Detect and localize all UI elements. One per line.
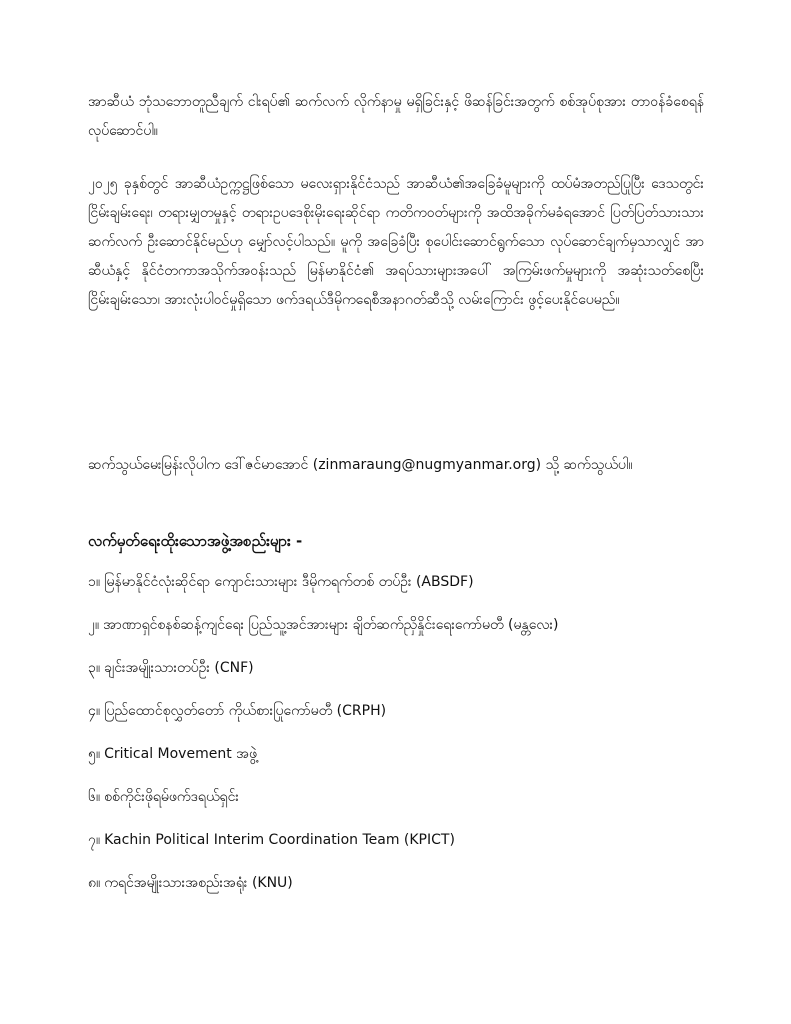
list-item [88, 611, 728, 654]
organization-name: ပြည်ထောင်စုလွှတ်တော် ကိုယ်စားပြုကော်မတီ (CRPH) [104, 703, 387, 719]
organization-name: Critical Movement အဖွဲ့ [104, 746, 257, 762]
organization-name: ချင်းအမျိုးသားတပ်ဦး (CNF) [104, 660, 254, 676]
statement-paragraph: ၂၀၂၅ ခုနှစ်တွင် အာဆီယံဥက္ကဋ္ဌဖြစ်သော မလေးရှားနိုင်ငံသည် အာဆီယံ၏အခြေခံမူများကို ထပ်မံအတည်ပြုပြီး ဒေသတွင်း ငြိမ်းချမ်းရေး၊ တရားမျှတမှုနှင့် တရားဥပဒေစိုးမိုးရေးဆိုင်ရာ ကတိကဝတ်များကို အထိအခိုက်မခံရအောင် ပြတ်ပြတ်သားသား ဆက်လက် ဦးဆောင်နိုင်မည်ဟု မျှော်လင့်ပါသည်။ မူကို အခြေခံပြီး စုပေါင်းဆောင်ရွက်သော လုပ်ဆောင်ချက်မှသာလျှင် အာဆီယံနှင့် နိုင်ငံတကာအသိုက်အဝန်းသည် မြန်မာနိုင်ငံ၏ အရပ်သားများအပေါ် အကြမ်းဖက်မှုများကို အဆုံးသတ်စေပြီး ငြိမ်းချမ်းသော၊ အားလုံးပါဝင်မှုရှိသော ဖက်ဒရယ်ဒီမိုကရေစီအနာဂတ်ဆီသို့ လမ်းကြောင်း ဖွင့်ပေးနိုင်ပေမည်။ [88, 176, 704, 308]
list-number: ၆။ [88, 789, 101, 805]
list-item [88, 697, 728, 740]
list-item [88, 826, 728, 869]
list-number: ၄။ [88, 703, 101, 719]
organization-name: ကရင်အမျိုးသားအစည်းအရုံး (KNU) [104, 875, 293, 891]
list-item [88, 654, 728, 697]
list-item [88, 568, 728, 611]
list-number: ၂။ [88, 617, 100, 633]
organization-name: မြန်မာနိုင်ငံလုံးဆိုင်ရာ ကျောင်းသားများ ဒီမိုကရက်တစ် တပ်ဦး (ABSDF) [104, 574, 474, 590]
organization-name: စစ်ကိုင်းဖိုရမ်ဖက်ဒရယ်ရှင်း [104, 789, 239, 805]
signatories-list [88, 568, 728, 912]
list-number: ၅။ [88, 746, 101, 762]
organization-name: အာဏာရှင်စနစ်ဆန့်ကျင်ရေး ပြည်သူ့အင်အားများ ချိတ်ဆက်ညှိနှိုင်းရေးကော်မတီ (မန္တလေး) [103, 617, 559, 633]
contact-line: ဆက်သွယ်မေးမြန်းလိုပါက ဒေါ်ဇင်မာအောင် (zinmaraung@nugmyanmar.org) သို့ ဆက်သွယ်ပါ။ [88, 457, 633, 473]
list-number: ၇။ [88, 832, 101, 848]
statement-paragraph: အာဆီယံ ဘုံသဘောတူညီချက် ငါးရပ်၏ ဆက်လက် လိုက်နာမှု မရှိခြင်းနှင့် ဖိဆန်ခြင်းအတွက် စစ်အုပ်စုအား တာဝန်ခံစေရန် လုပ်ဆောင်ပါ။ [88, 94, 704, 139]
signatories-heading: လက်မှတ်ရေးထိုးသောအဖွဲ့အစည်းများ - [88, 532, 303, 550]
list-item [88, 740, 728, 783]
list-number: ၈။ [88, 875, 101, 891]
list-number: ၁။ [88, 574, 101, 590]
list-number: ၃။ [88, 660, 101, 676]
organization-name: Kachin Political Interim Coordination Team (KPICT) [104, 832, 455, 848]
list-item [88, 869, 728, 912]
list-item [88, 783, 728, 826]
